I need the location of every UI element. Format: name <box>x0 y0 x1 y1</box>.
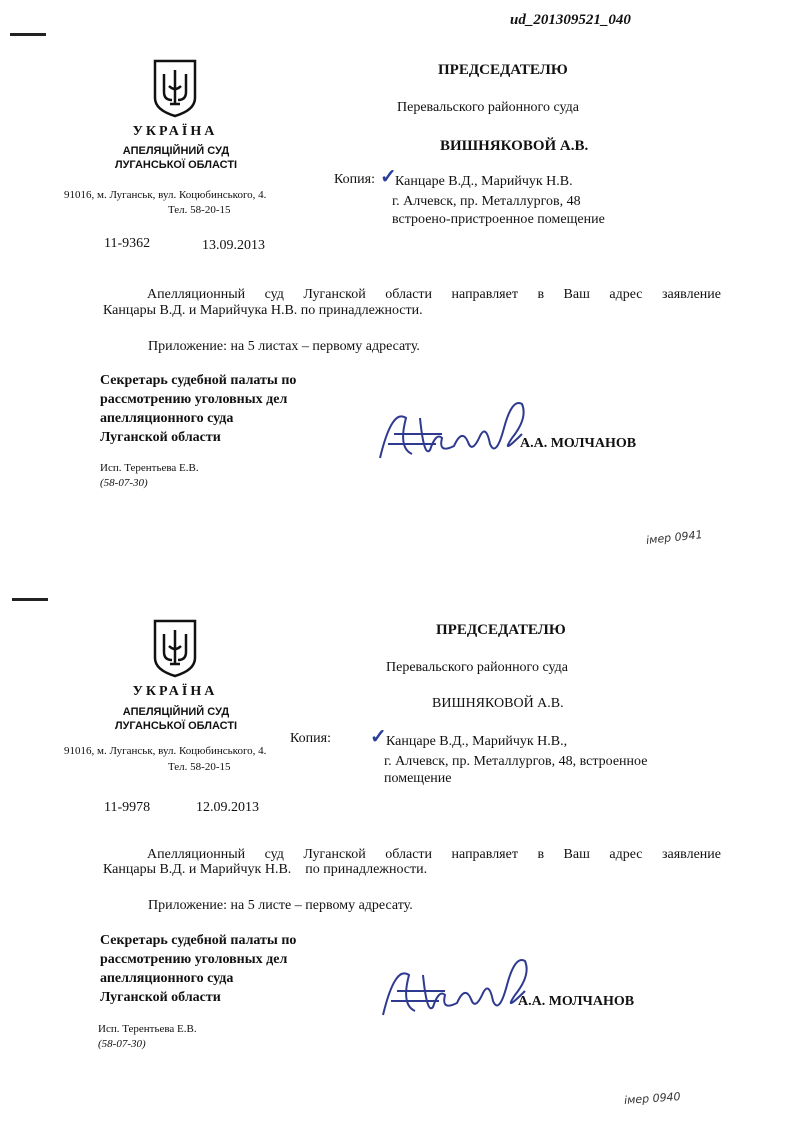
copy-label: Копия: <box>290 731 331 746</box>
executor-phone: (58-07-30) <box>100 477 148 489</box>
country-title: УКРАЇНА <box>132 684 218 699</box>
copy-label: Копия: <box>334 172 375 187</box>
attachment-note: Приложение: на 5 листе – первому адресату. <box>148 898 413 913</box>
signer-name: А.А. МОЛЧАНОВ <box>518 994 635 1009</box>
margin-dash <box>12 598 48 601</box>
copy-recipients: Канцаре В.Д., Марийчук Н.В. <box>395 174 573 189</box>
letter-body-line1: Апелляционный суд Луганской области направляет в Ваш адрес заявление <box>147 847 721 862</box>
registration-date: 12.09.2013 <box>196 800 259 815</box>
signatory-title-line2: рассмотрению уголовных дел <box>100 952 288 967</box>
addressee-name: ВИШНЯКОВОЙ А.В. <box>432 696 564 711</box>
executor-phone: (58-07-30) <box>98 1038 146 1050</box>
registration-number: 11-9362 <box>104 236 151 251</box>
copy-recipients: Канцаре В.Д., Марийчук Н.В., <box>386 734 568 749</box>
signature <box>372 388 562 470</box>
copy-premises: помещение <box>384 771 452 786</box>
court-name-line1: АПЕЛЯЦІЙНИЙ СУД <box>122 706 230 718</box>
court-address: 91016, м. Луганськ, вул. Коцюбинського, 4. <box>64 745 267 757</box>
court-name-line1: АПЕЛЯЦІЙНИЙ СУД <box>122 145 230 157</box>
letter-body-line2: Канцары В.Д. и Марийчука Н.В. по принадлежности. <box>103 303 423 318</box>
addressee-heading: ПРЕДСЕДАТЕЛЮ <box>436 622 566 638</box>
addressee-heading: ПРЕДСЕДАТЕЛЮ <box>438 62 568 78</box>
signatory-title-line3: апелляционного суда <box>100 971 234 986</box>
handwritten-note: імер 0940 <box>623 1090 681 1107</box>
registration-number: 11-9978 <box>104 800 151 815</box>
signer-name: А.А. МОЛЧАНОВ <box>520 436 637 451</box>
country-title: УКРАЇНА <box>132 124 218 139</box>
registration-date: 13.09.2013 <box>202 238 265 253</box>
attachment-note: Приложение: на 5 листах – первому адресату. <box>148 339 420 354</box>
coat-of-arms-icon <box>152 618 198 678</box>
signatory-title-line2: рассмотрению уголовных дел <box>100 392 288 407</box>
copy-address: г. Алчевск, пр. Металлургов, 48 <box>392 194 581 209</box>
addressee-name: ВИШНЯКОВОЙ А.В. <box>440 138 589 154</box>
court-phone: Тел. 58-20-15 <box>168 204 231 216</box>
margin-dash <box>10 33 46 36</box>
signature <box>375 945 565 1027</box>
addressee-court: Перевальского районного суда <box>386 660 568 675</box>
court-phone: Тел. 58-20-15 <box>168 761 231 773</box>
handwritten-note: імер 0941 <box>645 528 704 547</box>
court-address: 91016, м. Луганськ, вул. Коцюбинського, 4. <box>64 189 267 201</box>
coat-of-arms-icon <box>152 58 198 118</box>
signatory-title-line4: Луганской области <box>100 990 221 1005</box>
signatory-title-line1: Секретарь судебной палаты по <box>100 373 297 388</box>
signatory-title-line3: апелляционного суда <box>100 411 234 426</box>
letter-body-line1: Апелляционный суд Луганской области направляет в Ваш адрес заявление <box>147 287 721 302</box>
signatory-title-line4: Луганской области <box>100 430 221 445</box>
checkmark-icon: ✓ <box>380 166 397 188</box>
executor-name: Исп. Терентьева Е.В. <box>100 462 199 474</box>
letter-body-line2: Канцары В.Д. и Марийчук Н.В. по принадлежности. <box>103 862 428 877</box>
addressee-court: Перевальского районного суда <box>397 100 579 115</box>
copy-address: г. Алчевск, пр. Металлургов, 48, встроенное <box>384 754 648 769</box>
signatory-title-line1: Секретарь судебной палаты по <box>100 933 297 948</box>
document-id: ud_201309521_040 <box>510 12 631 28</box>
copy-premises: встроено-пристроенное помещение <box>392 212 605 227</box>
checkmark-icon: ✓ <box>370 726 387 748</box>
court-name-line2: ЛУГАНСЬКОЇ ОБЛАСТІ <box>114 159 238 171</box>
executor-name: Исп. Терентьева Е.В. <box>98 1023 197 1035</box>
court-name-line2: ЛУГАНСЬКОЇ ОБЛАСТІ <box>114 720 238 732</box>
